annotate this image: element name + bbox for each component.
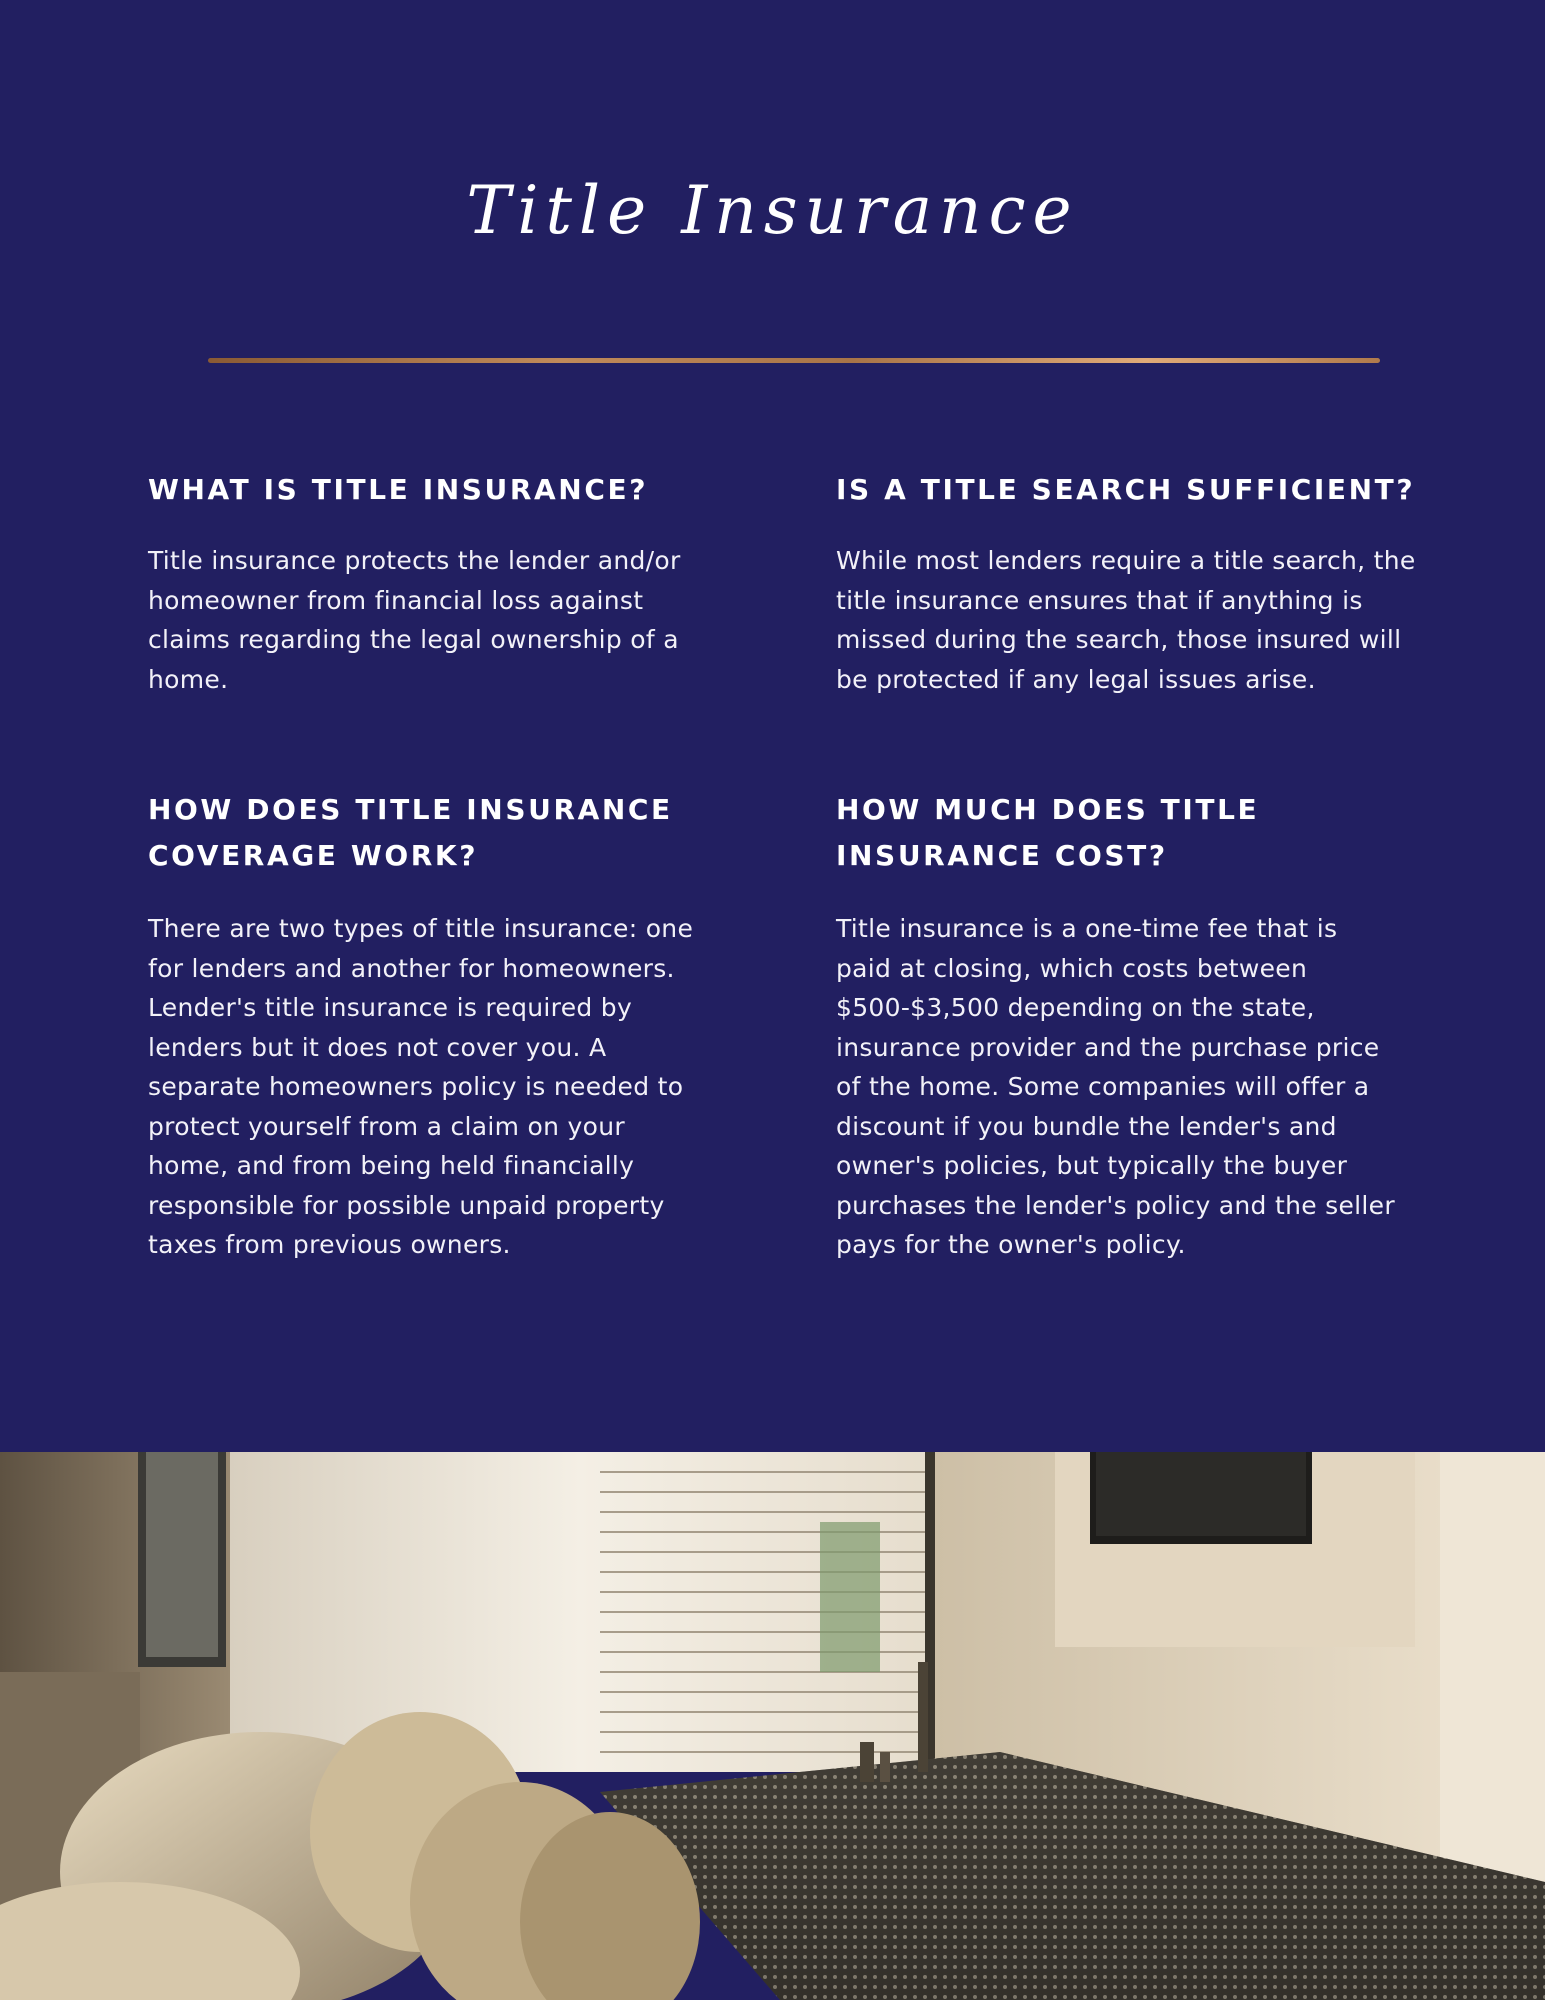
section-body: Title insurance protects the lender and/or homeowner from financial loss against claims regarding the legal ownership of a home. <box>148 546 681 694</box>
section-heading: WHAT IS TITLE INSURANCE? <box>148 473 649 506</box>
section-what-is-title-insurance <box>148 467 708 699</box>
section-heading: HOW DOES TITLE INSURANCE COVERAGE WORK? <box>148 793 673 872</box>
section-cost <box>836 787 1396 1265</box>
gold-divider <box>208 358 1380 363</box>
page-title: Title Insurance <box>466 172 1079 249</box>
section-body: There are two types of title insurance: one for lenders and another for homeowners. Lender's title insurance is required by lenders but it does not cover you. A separate homeowners policy is needed to protect yourself from a claim on your home, and from being held financially responsible for possible unpaid property taxes from previous owners. <box>148 914 694 1259</box>
bedroom-photo <box>0 1452 1545 2000</box>
section-coverage <box>148 787 708 1265</box>
section-body: While most lenders require a title search, the title insurance ensures that if anything is missed during the search, those insured will be protected if any legal issues arise. <box>836 546 1416 694</box>
section-heading: IS A TITLE SEARCH SUFFICIENT? <box>836 473 1416 506</box>
section-title-search <box>836 467 1436 699</box>
section-body: Title insurance is a one-time fee that is paid at closing, which costs between $500-$3,500 depending on the state, insurance provider and the purchase price of the home. Some companies will offer a discount if you bundle the lender's and owner's policies, but typically the buyer purchases the lender's policy and the seller pays for the owner's policy. <box>836 914 1395 1259</box>
section-heading: HOW MUCH DOES TITLE INSURANCE COST? <box>836 793 1260 872</box>
